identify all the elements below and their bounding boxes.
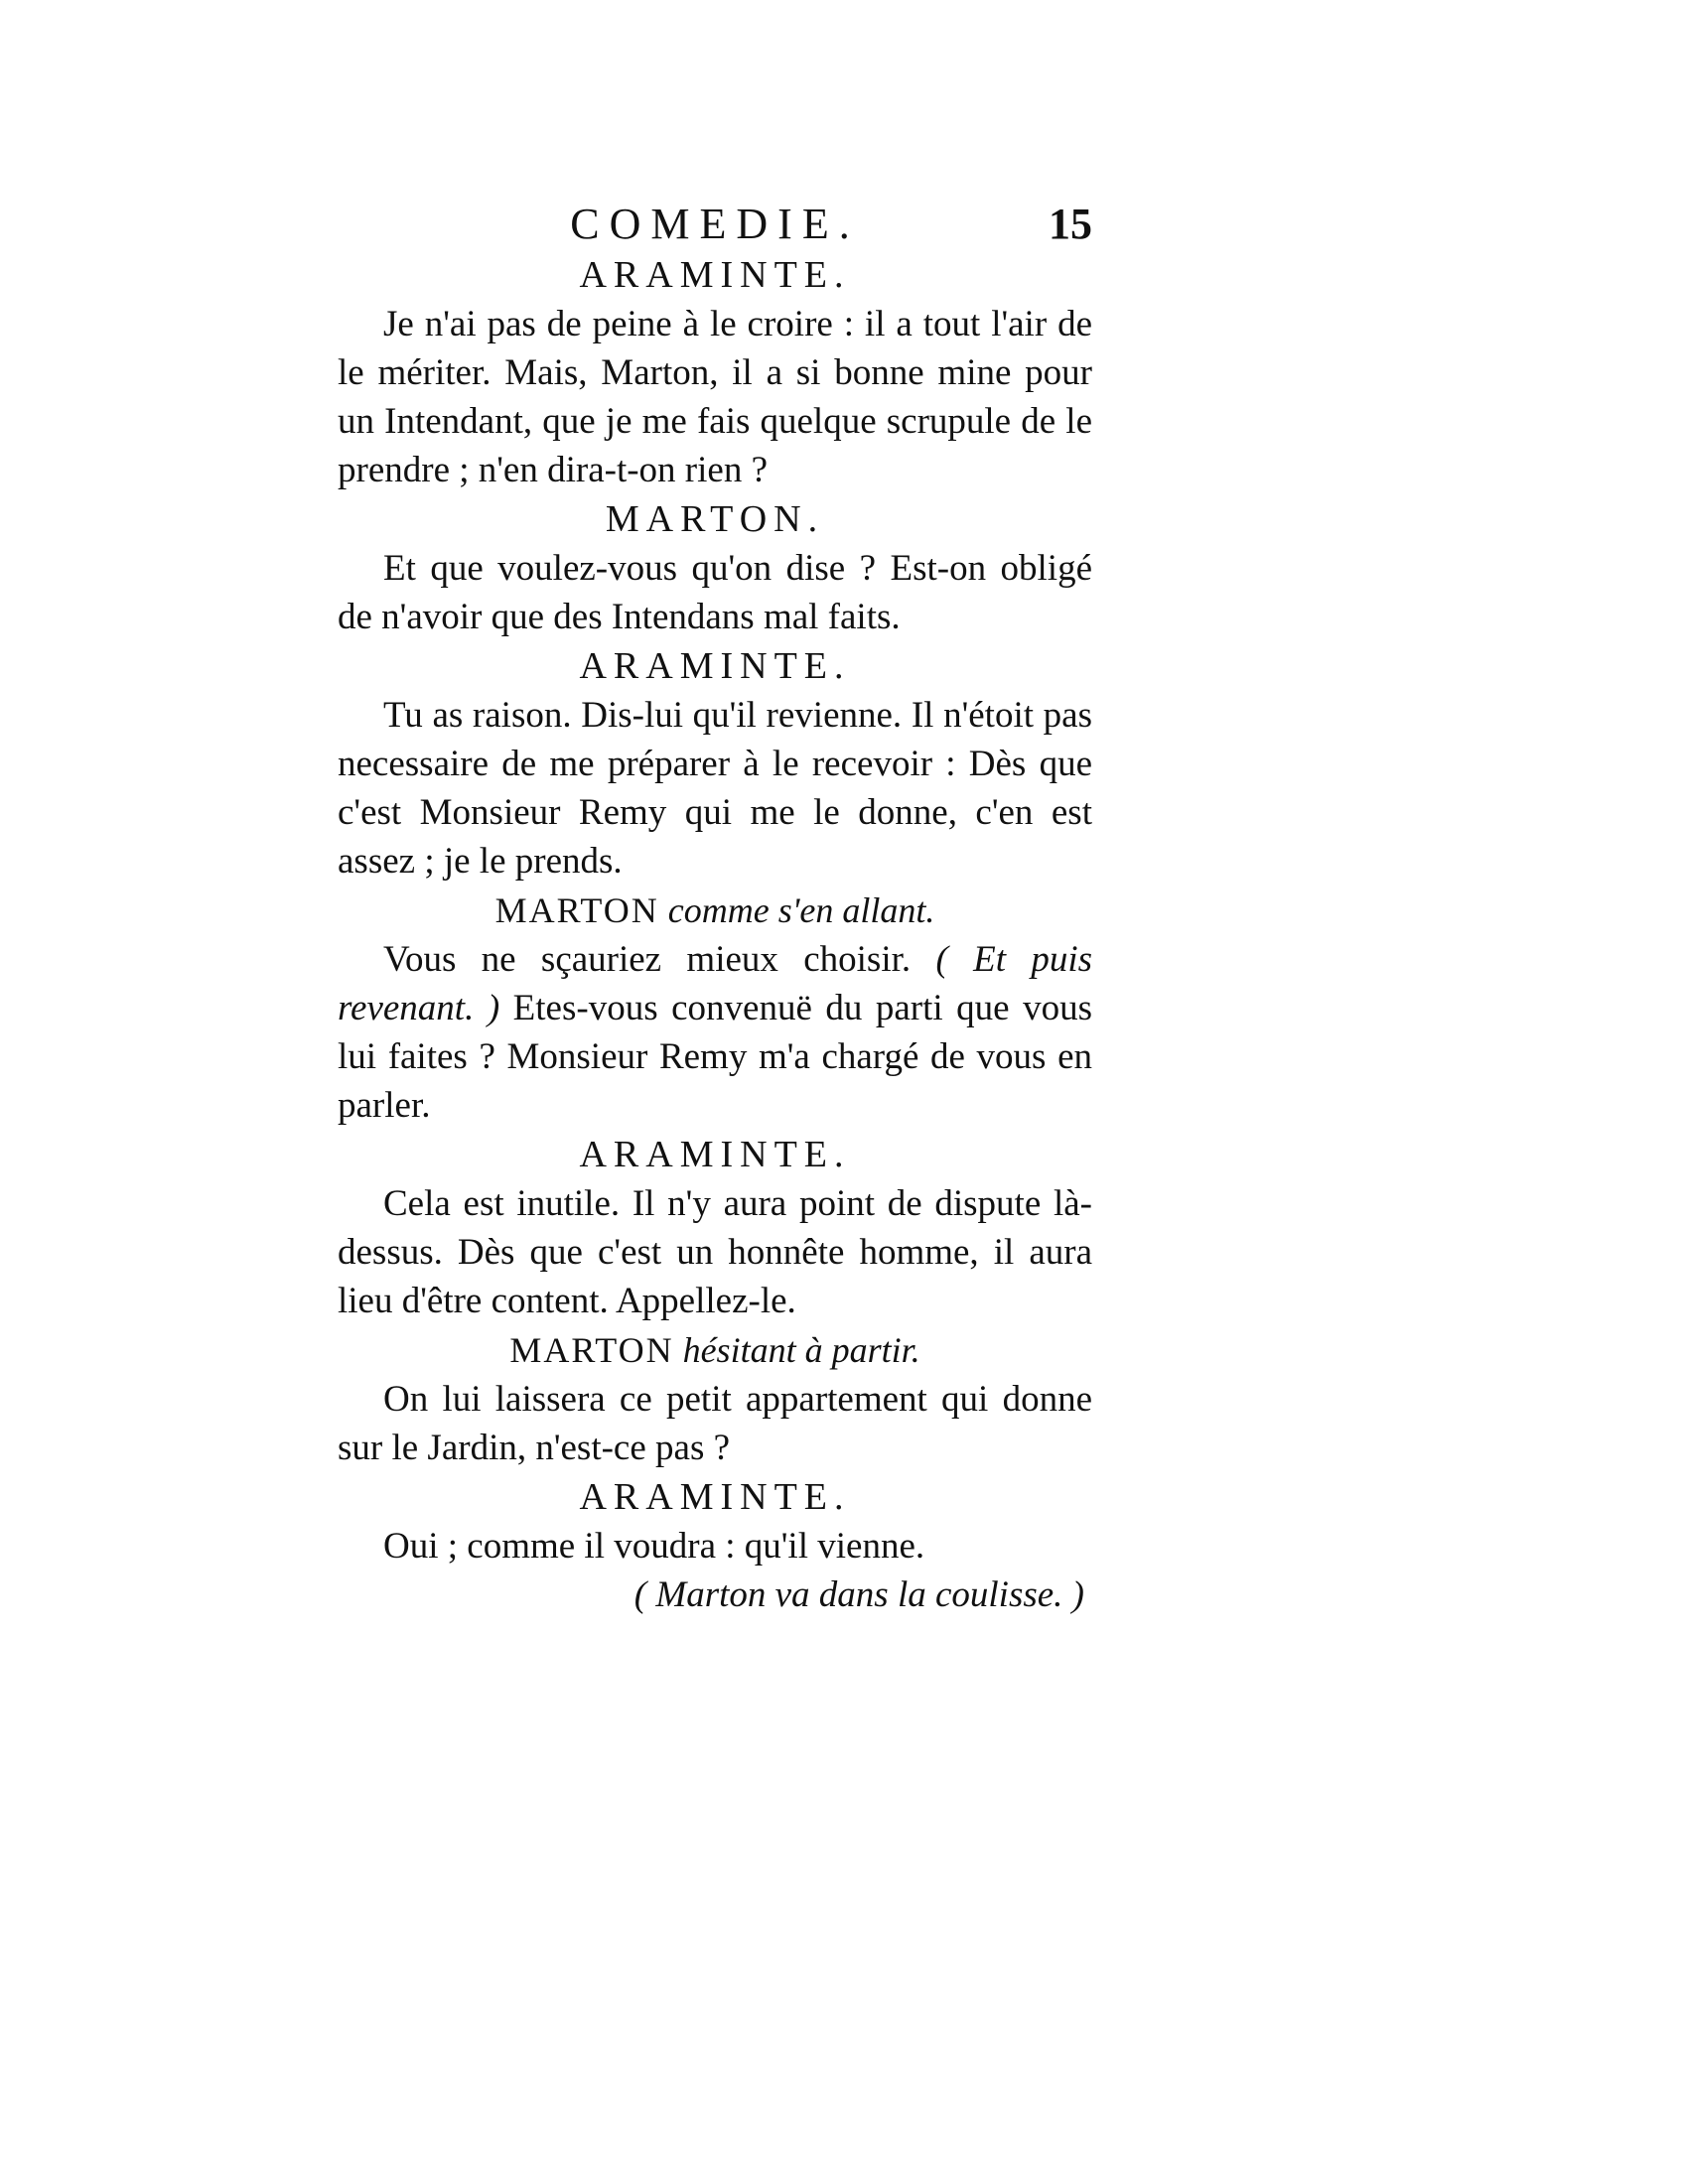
speaker-direction: comme s'en allant. <box>667 890 935 930</box>
running-head <box>338 199 1092 250</box>
speaker-heading: ARAMINTE. <box>579 1476 851 1518</box>
speech-text: Tu as raison. Dis-lui qu'il revienne. Il n'étoit pas necessaire de me préparer à le recevoir : Dès que c'est Monsieur Remy qui me le donne, c'en est assez ; je le prends. <box>338 695 1092 882</box>
speaker-heading-with-direction <box>338 1325 1092 1375</box>
inline-stage-direction: ( Et puis revenant. ) <box>338 939 1092 1028</box>
speech-text: Oui ; comme il voudra : qu'il vienne. <box>383 1526 925 1567</box>
speech-part: Vous ne sçauriez mieux choisir. <box>383 939 912 980</box>
speech-part: Etes-vous convenuë du parti que vous lui faites ? Monsieur Remy m'a chargé de vous en parler. <box>338 988 1092 1126</box>
speech-text: Je n'ai pas de peine à le croire : il a tout l'air de le mériter. Mais, Marton, il a si bonne mine pour un Intendant, que je me fais quelque scrupule de le prendre ; n'en dira-t-on rien ? <box>338 304 1092 490</box>
speaker-heading: ARAMINTE. <box>579 645 851 687</box>
speaker-heading: ARAMINTE. <box>579 254 851 296</box>
stage-direction: ( Marton va dans la coulisse. ) <box>633 1574 1084 1615</box>
book-page <box>338 199 1092 1620</box>
speaker-name: MARTON <box>494 890 659 930</box>
speech-text <box>338 935 1092 1130</box>
page-number: 15 <box>1049 200 1092 248</box>
speech-text: Et que voulez-vous qu'on dise ? Est-on obligé de n'avoir que des Intendans mal faits. <box>338 548 1092 637</box>
speech-text: Cela est inutile. Il n'y aura point de dispute là-dessus. Dès que c'est un honnête homme, il aura lieu d'être content. Appellez-le. <box>338 1183 1092 1321</box>
speaker-heading: MARTON. <box>605 498 825 540</box>
speech-text: On lui laissera ce petit appartement qui donne sur le Jardin, n'est-ce pas ? <box>338 1379 1092 1468</box>
running-title: COMEDIE. <box>570 200 860 248</box>
speaker-heading-with-direction <box>338 886 1092 935</box>
speaker-heading: ARAMINTE. <box>579 1134 851 1175</box>
speaker-name: MARTON <box>509 1330 674 1370</box>
speaker-direction: hésitant à partir. <box>682 1330 920 1370</box>
